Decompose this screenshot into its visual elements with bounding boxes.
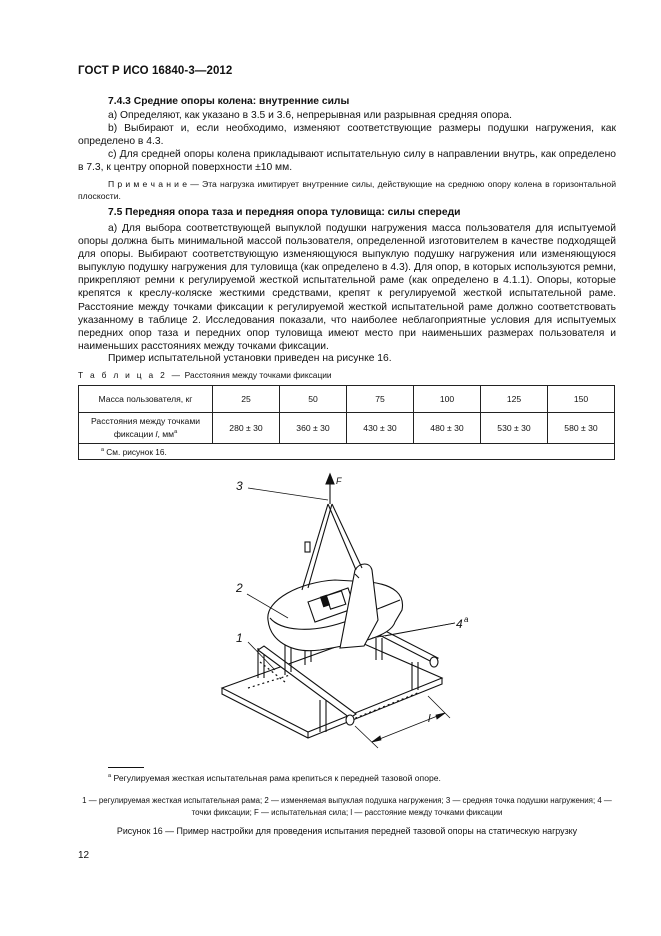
section-7-4-3-item-a: а) Определяют, как указано в 3.5 и 3.6, непрерывная или разрывная средняя опора. [108,110,512,121]
mass-cell: 50 [280,386,347,413]
distance-table [78,385,615,460]
unit: , мм [157,428,175,439]
distance-cell: 430 ± 30 [347,413,414,444]
mass-cell: 100 [414,386,481,413]
distance-cell: 530 ± 30 [481,413,548,444]
label-3: 3 [236,479,243,493]
footnote-marker: a [174,429,178,436]
footnote-marker: а [108,773,112,780]
label-2: 2 [236,581,243,595]
row-label-distance [79,413,213,444]
section-7-4-3-title: 7.4.3 Средние опоры колена: внутренние силы [108,96,350,107]
straps [302,504,362,590]
distance-cell: 480 ± 30 [414,413,481,444]
row-label-mass: Масса пользователя, кг [79,386,213,413]
mass-cell: 150 [548,386,615,413]
figure-caption: Рисунок 16 — Пример настройки для проведения испытания передней тазовой опоры на статическую нагрузку [116,826,578,836]
label-F: F [336,476,342,486]
section-7-5-example: Пример испытательной установки приведен на рисунке 16. [108,353,392,364]
row-label-distance-b: фиксации [113,428,154,439]
base-plate [222,640,442,738]
table-row [79,413,615,444]
table-footnote-text: См. рисунок 16. [104,446,167,457]
footnote-rule [108,767,144,768]
footnote-marker: а [101,446,104,453]
mass-cell: 25 [213,386,280,413]
note-lead: П р и м е ч а н и е — [108,179,199,189]
variable-l: l [155,428,158,439]
section-7-4-3-item-c: с) Для средней опоры колена прикладывают испытательную силу в направлении внутрь, как определено в 7.3, к центру опорной поверхности ±10 мм. [78,149,616,174]
table-caption-text: Расстояния между точками фиксации [184,370,332,380]
table-footnote [79,444,615,460]
label-4: 4 [456,617,463,631]
section-7-5-item-a: а) Для выбора соответствующей выпуклой подушки нагружения масса пользователя для испытуемой опоры должна быть минимальной массой пользователя, определенной изготовителем в качестве подходящей для опоры. Выбирают соответствующую изменяющуюся выпуклую подушку нагружения или изменяющуюся выпуклую подушку нагружения для туловища (как определено в 4.3). Для опор, в которых используются ремни, прикрепляют ремни к регулируемой жесткой испытательной раме (как определено в 4.1.1). Опоры, которые крепятся к креслу-коляске жесткими средствами, крепят к регулируемой жесткой испытательной раме. Расстояние между точками фиксации к регулируемой жесткой испытательной раме должно соответствовать указанному в таблице 2. Исследования показали, что наиболее неблагоприятные условия для испытуемых передних опор таза и передних опор туловища имеют место при наименьших размерах пользователя и наименьших расстояниях между точками фиксации. [78,223,616,352]
document-header: ГОСТ Р ИСО 16840-3—2012 [78,65,233,77]
label-l: l [428,713,431,725]
row-label-distance-a: Расстояния между точками [90,416,201,427]
figure-footnote-text: Регулируемая жесткая испытательная рама крепиться к передней тазовой опоре. [111,773,441,783]
page-number: 12 [78,850,90,861]
label-1: 1 [236,631,243,645]
label-4-sup: а [464,615,469,624]
distance-cell: 280 ± 30 [213,413,280,444]
distance-cell: 580 ± 30 [548,413,615,444]
table-caption-lead: Т а б л и ц а 2 — [78,370,183,380]
note-text: Эта нагрузка имитирует внутренние силы, действующие на среднюю опору колена в горизонтальной плоскости. [78,179,616,201]
mass-cell: 125 [481,386,548,413]
mass-cell: 75 [347,386,414,413]
figure-legend: 1 — регулируемая жесткая испытательная рама; 2 — изменяемая выпуклая подушка нагружения; 3 — средняя точка подушки нагружения; 4 — точки фиксации; F — испытательная сила; l — расстояние между точками фиксации [82,796,612,817]
figure-16-diagram [150,470,490,760]
section-7-4-3-item-b: b) Выбирают и, если необходимо, изменяют соответствующие размеры подушки нагружения, как определено в 4.3. [78,123,616,148]
section-7-4-3-note [78,178,616,202]
section-7-5-title: 7.5 Передняя опора таза и передняя опора туловища: силы спереди [108,207,461,218]
distance-cell: 360 ± 30 [280,413,347,444]
table-row [79,386,615,413]
figure-footnote [108,773,441,783]
table-row [79,444,615,460]
table-caption [78,370,332,380]
